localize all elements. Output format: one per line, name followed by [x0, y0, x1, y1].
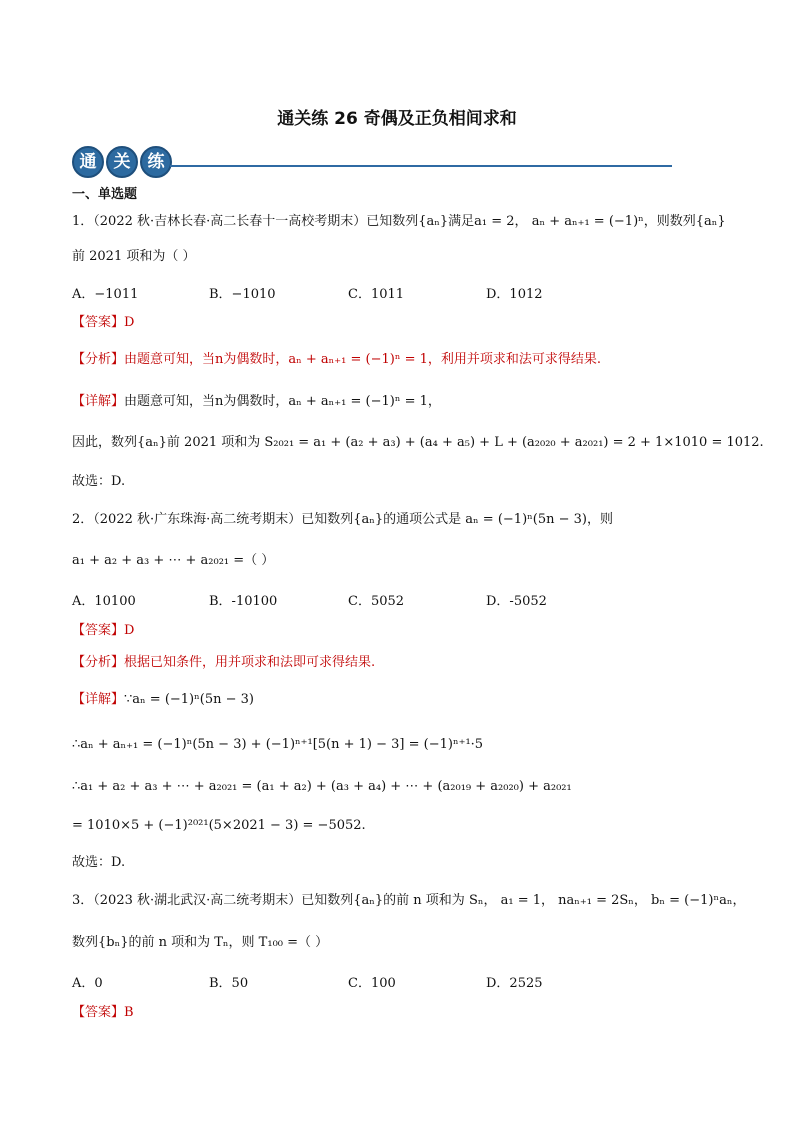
- q2-option-d: D．-5052: [486, 594, 547, 609]
- q1-stem-line2: 前 2021 项和为（ ）: [72, 249, 196, 264]
- q1-detail1: 由题意可知，当n为偶数时，aₙ + aₙ₊₁ = (−1)ⁿ = 1，: [124, 394, 441, 409]
- q1-analysis-line: [72, 351, 601, 369]
- q2-detail-line3: ∴a₁ + a₂ + a₃ + ⋯ + a₂₀₂₁ = (a₁ + a₂) + (a₃ + a₄) + ⋯ + (a₂₀₁₉ + a₂₀₂₀) + a₂₀₂₁: [72, 779, 572, 794]
- q1-option-d: D．1012: [486, 287, 543, 302]
- q2-analysis-tag: 【分析】: [72, 655, 125, 670]
- header-rule: [170, 165, 672, 167]
- q2-detail-tag: 【详解】: [72, 692, 125, 707]
- page-title: 通关练 26 奇偶及正负相间求和: [277, 109, 517, 129]
- q2-detail-line2: ∴aₙ + aₙ₊₁ = (−1)ⁿ(5n − 3) + (−1)ⁿ⁺¹[5(n + 1) − 3] = (−1)ⁿ⁺¹·5: [72, 737, 484, 752]
- q3-answer-tag: 【答案】: [72, 1005, 125, 1020]
- q1-option-a: A．−1011: [72, 287, 139, 302]
- q1-analysis: 由题意可知，当n为偶数时，aₙ + aₙ₊₁ = (−1)ⁿ = 1，利用并项求和法可求得结果.: [124, 352, 602, 367]
- logo-char-2: 关: [106, 146, 138, 178]
- q3-answer-line: [72, 1004, 134, 1022]
- q1-choose: 故选：D.: [72, 474, 126, 489]
- q3-option-b: B．50: [209, 976, 249, 991]
- q1-stem-line1: 1．（2022 秋·吉林长春·高二长春十一高校考期末）已知数列{aₙ}满足a₁ = 2， aₙ + aₙ₊₁ = (−1)ⁿ，则数列{aₙ}: [72, 214, 726, 229]
- logo-char-3: 练: [140, 146, 172, 178]
- q3-stem-line1: 3．（2023 秋·湖北武汉·高二统考期末）已知数列{aₙ}的前 n 项和为 Sₙ， a₁ = 1， naₙ₊₁ = 2Sₙ， bₙ = (−1)ⁿaₙ，: [72, 893, 746, 908]
- q3-option-a: A．0: [72, 976, 103, 991]
- logo-char-1: 通: [72, 146, 104, 178]
- q1-answer: D: [124, 315, 135, 330]
- q2-detail1: ∵aₙ = (−1)ⁿ(5n − 3): [124, 692, 254, 707]
- q1-detail-tag: 【详解】: [72, 394, 125, 409]
- q3-option-c: C．100: [348, 976, 396, 991]
- q2-analysis: 根据已知条件，用并项求和法即可求得结果.: [124, 655, 376, 670]
- q2-analysis-line: [72, 654, 375, 672]
- q2-choose: 故选：D.: [72, 855, 126, 870]
- q2-stem-line2: a₁ + a₂ + a₃ + ⋯ + a₂₀₂₁ =（ ）: [72, 553, 275, 568]
- q2-option-a: A．10100: [72, 594, 136, 609]
- q2-detail-line4: = 1010×5 + (−1)²⁰²¹(5×2021 − 3) = −5052.: [72, 818, 366, 833]
- q3-answer: B: [124, 1005, 134, 1020]
- q2-option-b: B．-10100: [209, 594, 278, 609]
- q1-option-b: B．−1010: [209, 287, 276, 302]
- section-logo: [72, 146, 174, 178]
- q1-answer-tag: 【答案】: [72, 315, 125, 330]
- q2-stem-line1: 2．（2022 秋·广东珠海·高二统考期末）已知数列{aₙ}的通项公式是 aₙ = (−1)ⁿ(5n − 3)，则: [72, 512, 613, 527]
- q3-option-d: D．2525: [486, 976, 543, 991]
- q2-detail-line1: [72, 691, 254, 709]
- q1-option-c: C．1011: [348, 287, 405, 302]
- q3-stem-line2: 数列{bₙ}的前 n 项和为 Tₙ，则 T₁₀₀ =（ ）: [72, 935, 329, 950]
- q2-option-c: C．5052: [348, 594, 405, 609]
- section-heading: 一、单选题: [72, 187, 138, 202]
- q2-answer-tag: 【答案】: [72, 623, 125, 638]
- q1-detail-line1: [72, 393, 441, 411]
- q1-detail-line2: 因此，数列{aₙ}前 2021 项和为 S₂₀₂₁ = a₁ + (a₂ + a₃) + (a₄ + a₅) + L + (a₂₀₂₀ + a₂₀₂₁) = 2 + 1×1010 = 1012.: [72, 435, 764, 450]
- q1-analysis-tag: 【分析】: [72, 352, 125, 367]
- q1-answer-line: [72, 314, 134, 332]
- q2-answer: D: [124, 623, 135, 638]
- q2-answer-line: [72, 622, 134, 640]
